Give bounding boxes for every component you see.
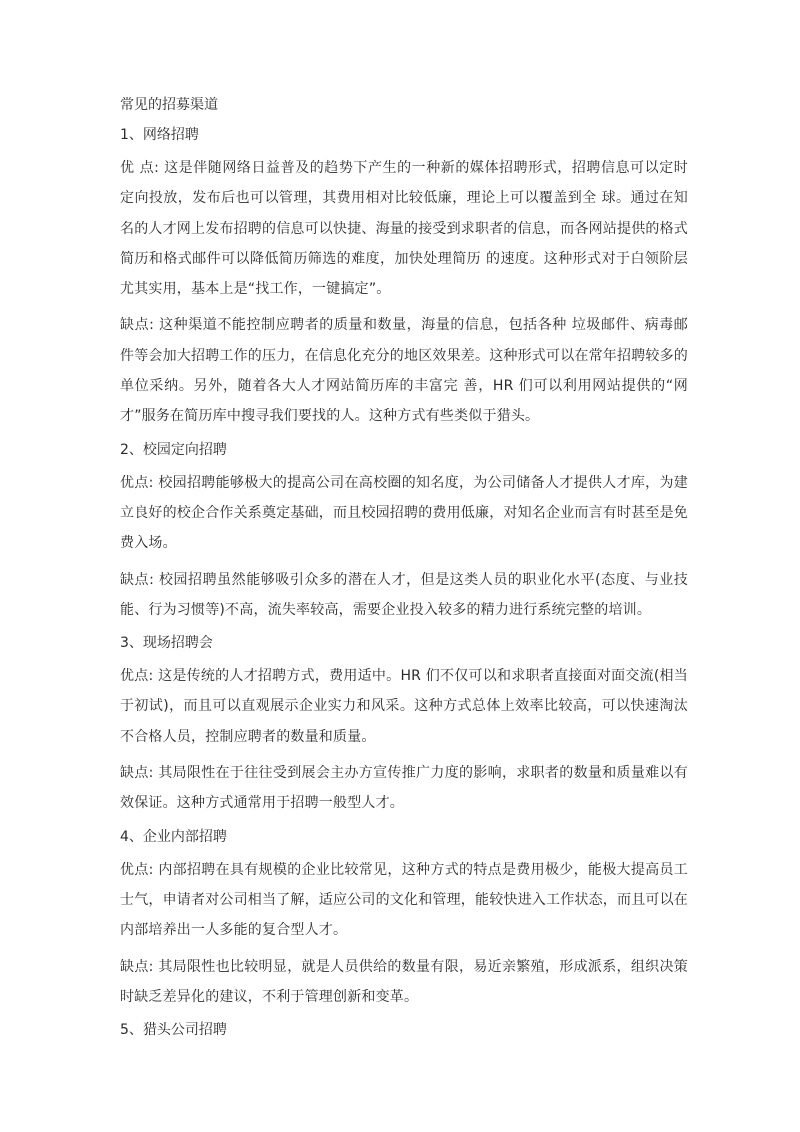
paragraph-text: 这是伴随网络日益普及的趋势下产生的一种新的媒体招聘形式，招聘信息可以定时定向投放，发布后也可以管理，其费用相对比较低廉，理论上可以覆盖到全 球。通过在知名的人才网上发布招聘的信息可以快捷、海量的接受到求职者的信息，而各网站提供的格式简历和格式邮件可以降低简历筛选的难度，加快处理简历 的速度。这种形式对于白领阶层尤其实用，基本上是“找工作，一键搞定”。: [120, 160, 688, 298]
advantages-paragraph: [120, 468, 688, 559]
paragraph-text: 校园招聘能够极大的提高公司在高校圈的知名度，为公司储备人才提供人才库，为建立良好的校企合作关系奠定基础，而且校园招聘的费用低廉，对知名企业而言有时甚至是免费入场。: [120, 474, 688, 552]
advantages-paragraph: [120, 855, 688, 946]
paragraph-label: 缺点:: [120, 317, 160, 334]
paragraph-label: 优点:: [120, 668, 159, 685]
paragraph-label: 优点:: [120, 474, 159, 491]
advantages-paragraph: [120, 153, 688, 304]
disadvantages-paragraph: [120, 758, 688, 819]
section-heading: 5、猎头公司招聘: [120, 1022, 227, 1039]
paragraph-text: 内部招聘在具有规模的企业比较常见，这种方式的特点是费用极少，能极大提高员工士气，申请者对公司相当了解，适应公司的文化和管理，能较快进入工作状态，而且可以在内部培养出一人多能的复合型人才。: [120, 861, 688, 939]
paragraph-label: 缺点:: [120, 571, 159, 588]
section-internal-recruiting: [120, 825, 688, 1012]
paragraph-text: 这是传统的人才招聘方式，费用适中。HR 们不仅可以和求职者直接面对面交流(相当于初试)，而且可以直观展示企业实力和风采。这种方式总体上效率比较高，可以快速淘汰不合格人员，控制应聘者的数量和质量。: [120, 668, 689, 745]
document-page: [120, 93, 688, 1048]
section-job-fair: [120, 631, 688, 818]
section-heading: 2、校园定向招聘: [120, 441, 227, 458]
section-heading: 3、现场招聘会: [120, 635, 213, 652]
disadvantages-paragraph: [120, 952, 688, 1013]
paragraph-label: 缺点:: [120, 958, 159, 975]
paragraph-text: 其局限性也比较明显，就是人员供给的数量有限，易近亲繁殖，形成派系，组织决策时缺乏差异化的建议，不利于管理创新和变革。: [120, 958, 688, 1005]
section-heading: 1、网络招聘: [120, 127, 199, 143]
paragraph-label: 优点:: [120, 861, 159, 878]
disadvantages-paragraph: [120, 310, 688, 431]
section-campus-recruiting: [120, 438, 688, 625]
section-online-recruiting: [120, 123, 688, 432]
paragraph-text: 这种渠道不能控制应聘者的质量和数量，海量的信息，包括各种 垃圾邮件、病毒邮件等会加大招聘工作的压力，在信息化充分的地区效果差。这种形式可以在常年招聘较多的单位采纳。另外，随着各大人才网站简历库的丰富完 善，HR 们可以利用网站提供的“网才”服务在简历库中搜寻我们要找的人。这种方式有些类似于猎头。: [120, 317, 688, 425]
paragraph-text: 其局限性在于往往受到展会主办方宣传推广力度的影响，求职者的数量和质量难以有效保证。这种方式通常用于招聘一般型人才。: [120, 765, 688, 812]
paragraph-text: 校园招聘虽然能够吸引众多的潜在人才，但是这类人员的职业化水平(态度、与业技能、行为习惯等)不高，流失率较高，需要企业投入较多的精力进行系统完整的培训。: [120, 571, 688, 618]
section-headhunter-recruiting: [120, 1018, 688, 1042]
disadvantages-paragraph: [120, 565, 688, 626]
document-title: 常见的招募渠道: [120, 97, 218, 113]
section-heading: 4、企业内部招聘: [120, 828, 227, 845]
advantages-paragraph: [120, 661, 688, 752]
paragraph-label: 优 点:: [120, 160, 165, 176]
paragraph-label: 缺点:: [120, 765, 159, 782]
